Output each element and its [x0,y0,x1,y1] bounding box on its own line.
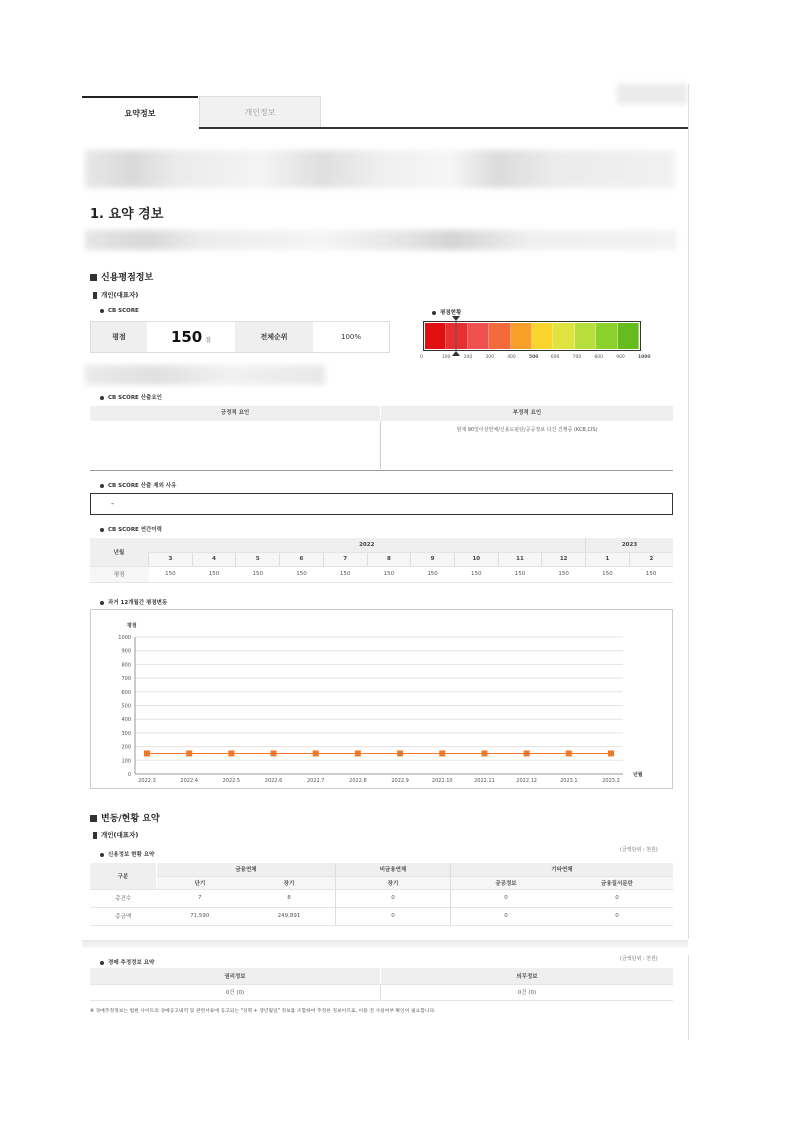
cell: 0 [336,907,451,925]
negative-factor-header: 부정적 요인 [381,406,673,421]
dot-bullet-icon [100,484,104,488]
cell: 0 [336,889,451,907]
scale-tick-label: 200 [463,355,473,360]
dot-bullet-icon [100,528,104,532]
col-gubun: 구분 [90,863,157,889]
section-credit-title: 신용평점정보 [90,270,153,283]
sub-col: 장기 [336,876,451,889]
history-score: 150 [411,566,455,582]
x-tick-label: 2022.9 [391,778,409,784]
x-tick-label: 2022.11 [474,778,495,784]
y-tick-label: 500 [121,703,131,710]
y-axis-label: 평점 [127,623,137,629]
scale-tick-label: 500 [529,355,539,360]
score-marker [452,316,460,356]
history-score: 150 [236,566,280,582]
trend-chart [91,610,672,788]
factors-table [90,406,673,471]
history-score: 150 [454,566,498,582]
scale-segment [596,323,617,349]
cell: 0 [561,907,673,925]
y-tick-label: 600 [121,689,131,696]
cell: 0 [451,907,562,925]
sub-col: 장기 [243,876,336,889]
data-point [355,750,361,756]
exclusion-box: - [90,493,673,515]
x-tick-label: 2023.1 [560,778,578,784]
scale-tick-label: 700 [572,355,582,360]
y-tick-label: 1000 [118,635,131,641]
score-header: 평점 [91,322,147,352]
scale-tick-label: 0 [420,355,423,360]
bar-bullet-icon [93,832,97,839]
history-month: 11 [498,552,542,566]
history-score: 150 [629,566,673,582]
history-year: 2022 [149,538,586,552]
history-month: 7 [323,552,367,566]
data-point [524,750,530,756]
scale-segment [425,323,446,349]
dot-bullet-icon [100,853,104,857]
data-point [439,750,445,756]
rank-value: 100% [340,333,361,341]
score-scale-ticks [420,355,651,363]
data-point [271,750,277,756]
sub-col: 공공정보 [451,876,562,889]
history-month: 5 [236,552,280,566]
auction-table [90,968,673,1001]
history-score: 150 [498,566,542,582]
redacted-block [85,230,677,250]
row-label: 총건수 [90,889,157,907]
exclusion-label: CB SCORE 산출 제외 사유 [100,481,176,489]
tab-personal[interactable]: 개인정보 [199,96,321,128]
table-row [90,907,673,925]
page-right-border-2 [688,955,689,1040]
history-month: 4 [192,552,236,566]
history-month: 2 [629,552,673,566]
dot-bullet-icon [100,961,104,965]
history-month: 6 [280,552,324,566]
negative-factor-text: 현재 90일이상연체/신용도판단/공공정보 다건 진행중 (KCB,CIS) [456,427,598,433]
x-tick-label: 2023.2 [602,778,620,784]
y-tick-label: 400 [121,717,131,724]
section-credit-subtitle: 개인(대표자) [93,290,138,299]
positive-factor-header: 긍정적 요인 [90,406,380,421]
history-score: 150 [586,566,630,582]
history-score: 150 [192,566,236,582]
table-row [90,889,673,907]
dot-bullet-icon [100,601,104,605]
page-right-border [688,84,689,939]
y-tick-label: 100 [121,758,131,765]
dot-bullet-icon [432,311,436,315]
history-month: 10 [454,552,498,566]
x-tick-label: 2022.8 [349,778,367,784]
history-score: 150 [280,566,324,582]
y-tick-label: 800 [121,662,131,669]
scale-tick-label: 100 [441,355,451,360]
score-table [90,321,390,353]
data-point [313,750,319,756]
data-point [397,750,403,756]
data-point [481,750,487,756]
square-bullet-icon [90,815,97,822]
history-label: CB SCORE 연간이력 [100,525,162,533]
x-tick-label: 2022.10 [431,778,453,784]
redacted-block [617,84,687,104]
data-point [144,750,150,756]
row-label: 총금액 [90,907,157,925]
obligation-header: 의무정보 [381,968,674,984]
trend-label: 과거 12개월간 평점변동 [100,598,167,606]
tab-divider [199,127,689,129]
scale-tick-label: 300 [485,355,494,360]
score-value: 150 [170,328,203,346]
history-score: 150 [323,566,367,582]
history-score: 150 [149,566,193,582]
auction-unit-label: (금액단위 : 천원) [620,956,658,962]
rank-header: 전체순위 [235,322,313,352]
sub-col: 금융질서문란 [561,876,673,889]
x-tick-label: 2022.7 [306,778,325,784]
col-nonfin-overdue: 비금융연체 [336,863,451,876]
cell: 71,590 [157,907,244,925]
dot-bullet-icon [100,309,104,313]
scale-tick-label: 600 [550,355,560,360]
credit-status-table [90,863,673,926]
obligation-value: 0건 (0) [381,984,674,1000]
cell: 0 [561,889,673,907]
x-axis-label: 년월 [633,772,643,778]
scale-tick-label: 800 [594,355,603,360]
bar-bullet-icon [93,292,97,299]
cb-score-label: CB SCORE [100,308,139,314]
scale-segment [511,323,532,349]
scale-segment [618,323,639,349]
rights-value: 0건 (0) [90,984,381,1000]
data-point [186,750,192,756]
scale-segment [532,323,553,349]
section-change-subtitle: 개인(대표자) [93,830,138,839]
history-score: 150 [367,566,411,582]
history-score-header: 평점 [90,566,149,582]
x-tick-label: 2022.12 [516,778,537,784]
history-month: 12 [542,552,586,566]
y-tick-label: 900 [121,648,131,655]
history-month-header: 년월 [90,538,149,566]
unit-label: (금액단위 : 천원) [620,847,658,853]
cell: 8 [243,889,336,907]
credit-status-label: 신용정보 현황 요약 [100,850,154,858]
score-unit: 점 [205,337,212,344]
auction-label: 경매 추정정보 요약 [100,958,154,966]
cell: 0 [451,889,562,907]
scale-tick-label: 1000 [638,355,651,360]
page-break-shadow [82,940,688,948]
scale-segment [468,323,489,349]
section-change-title: 변동/현황 요약 [90,811,160,824]
scale-tick-label: 400 [507,355,516,360]
x-tick-label: 2022.5 [222,778,241,784]
scale-segment [489,323,510,349]
history-table [90,538,673,583]
x-tick-label: 2022.3 [138,778,156,784]
y-tick-label: 0 [127,772,131,778]
history-month: 3 [149,552,193,566]
footnote: ※ 경매추정정보는 법원 사이트의 경매공고내역 및 관련서류에 공고되는 "성명 + 생년월일" 정보를 조합하여 추정한 정보이므로, 이용 전 사실여부 확인이 필요합니다. [90,1009,436,1014]
dot-bullet-icon [100,396,104,400]
col-fin-overdue: 금융연체 [157,863,336,876]
data-point [566,750,572,756]
scale-tick-label: 900 [616,355,625,360]
history-month: 8 [367,552,411,566]
trend-chart-frame [90,609,673,789]
factors-label: CB SCORE 산출요인 [100,393,162,401]
scale-segment [553,323,574,349]
data-point [228,750,234,756]
square-bullet-icon [90,274,97,281]
data-point [608,750,614,756]
page-title: 1. 요약 경보 [90,207,164,222]
cell: 249,891 [243,907,336,925]
x-tick-label: 2022.4 [180,778,198,784]
redacted-block [85,365,325,385]
y-tick-label: 700 [121,676,131,683]
history-month: 1 [586,552,630,566]
cell: 7 [157,889,244,907]
col-other-overdue: 기타연체 [451,863,674,876]
history-month: 9 [411,552,455,566]
rights-header: 권리정보 [90,968,381,984]
x-tick-label: 2022.6 [264,778,283,784]
scale-segment [575,323,596,349]
sub-col: 단기 [157,876,244,889]
tab-summary[interactable]: 요약정보 [82,96,198,128]
score-cell [147,322,235,352]
y-tick-label: 300 [121,730,131,737]
y-tick-label: 200 [121,744,131,751]
score-status-label: 평점현황 [432,308,461,316]
history-year: 2023 [586,538,673,552]
redacted-block [85,150,675,188]
history-score: 150 [542,566,586,582]
